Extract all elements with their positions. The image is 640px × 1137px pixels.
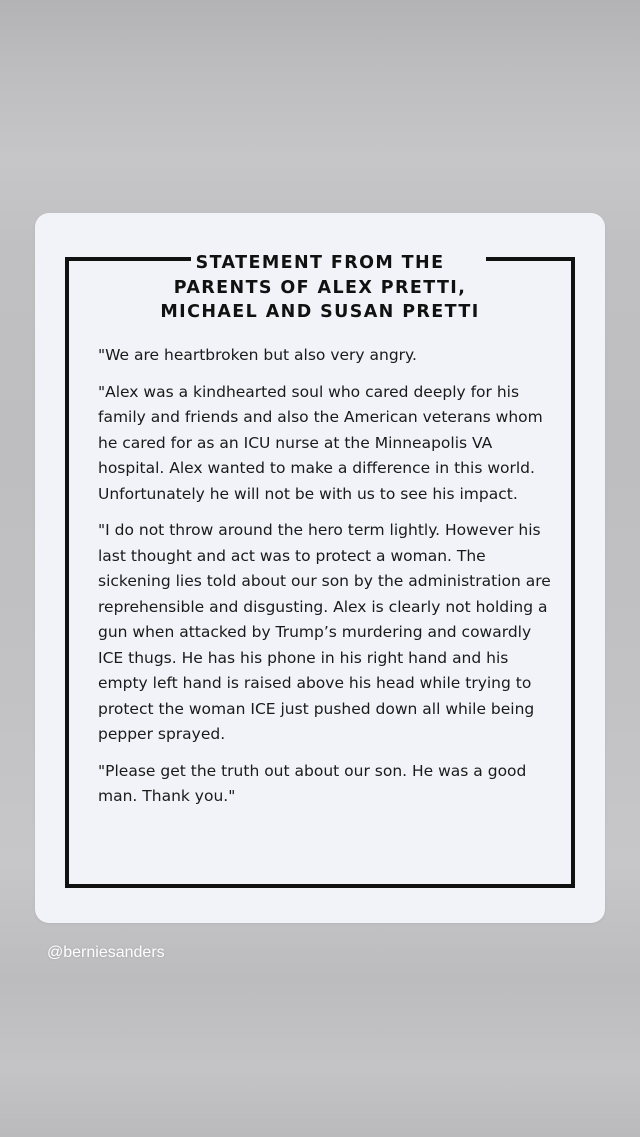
statement-body <box>98 343 554 821</box>
title-line: MICHAEL AND SUSAN PRETTI <box>160 302 480 322</box>
statement-paragraph: "I do not throw around the hero term lightly. However his last thought and act was to protect a woman. The sickening lies told about our son by the administration are reprehensible and disgusting. Alex is clearly not holding a gun when attacked by Trump’s murdering and cowardly ICE thugs. He has his phone in his right hand and his empty left hand is raised above his head while trying to protect the woman ICE just pushed down all while being pepper sprayed. <box>98 521 551 743</box>
statement-paragraph: "We are heartbroken but also very angry. <box>98 346 417 364</box>
statement-card <box>35 213 605 923</box>
title-line: PARENTS OF ALEX PRETTI, <box>173 277 467 298</box>
statement-title <box>135 251 505 325</box>
statement-paragraph: "Please get the truth out about our son. He was a good man. Thank you." <box>98 761 527 805</box>
mention-sticker[interactable]: @berniesanders <box>47 944 165 961</box>
title-line: STATEMENT FROM THE <box>195 253 445 273</box>
statement-paragraph: "Alex was a kindhearted soul who cared deeply for his family and friends and also the American veterans whom he cared for as an ICU nurse at the Minneapolis VA hospital. Alex wanted to make a difference in this world. Unfortunately he will not be with us to see his impact. <box>98 382 543 503</box>
